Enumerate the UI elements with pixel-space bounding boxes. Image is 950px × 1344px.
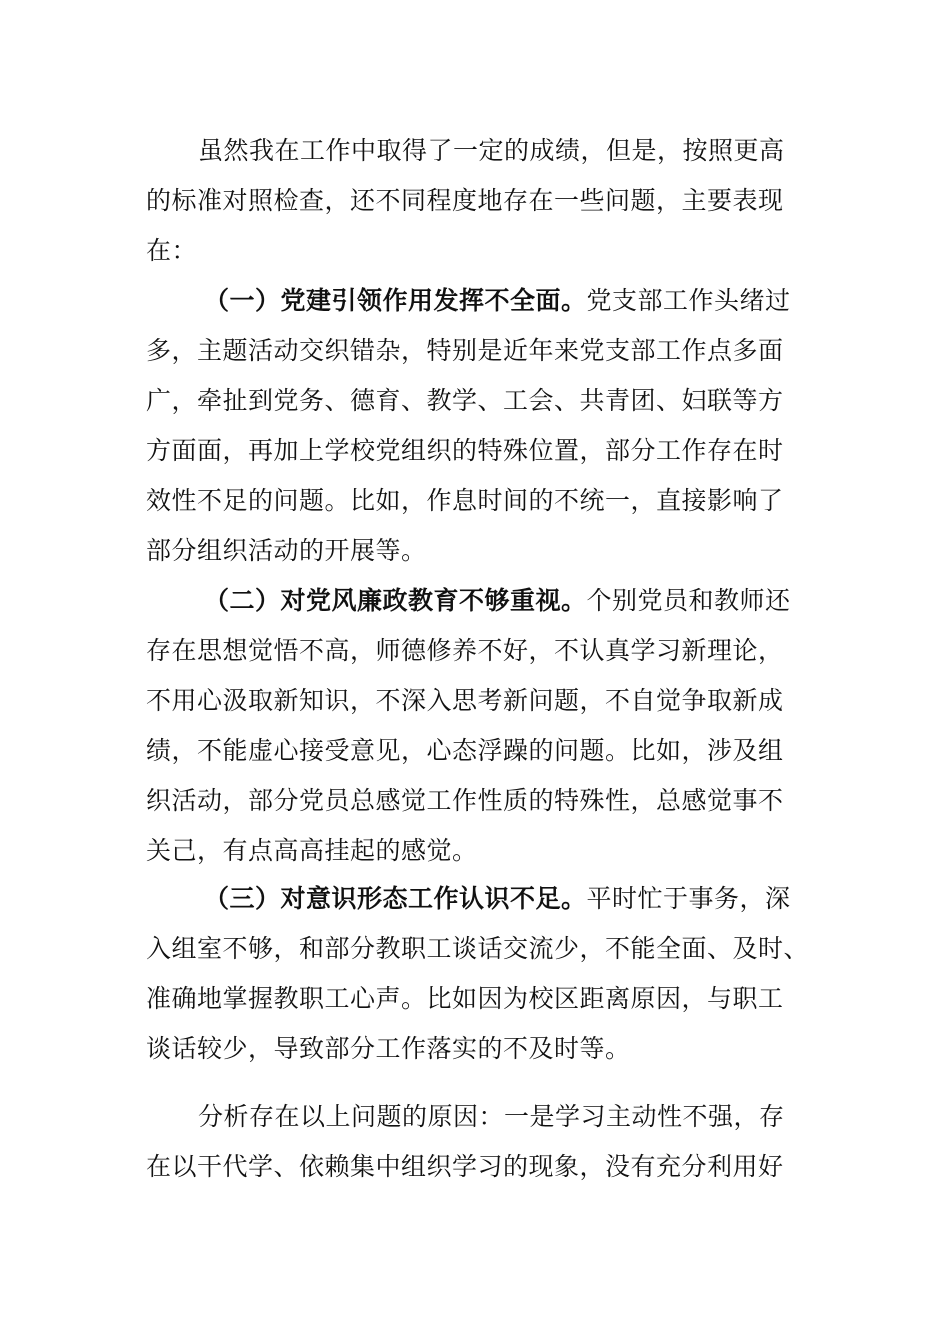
issue-1-line-2: 多，主题活动交织错杂，特别是近年来党支部工作点多面 (146, 336, 784, 365)
issue-1-heading: （一）党建引领作用发挥不全面。 (204, 286, 587, 315)
issue-1-first-line (146, 276, 806, 326)
intro-paragraph (146, 126, 806, 276)
intro-line-3: 在： (146, 236, 198, 265)
issue-paragraph-2 (146, 576, 806, 876)
analysis-line-1: 分析存在以上问题的原因：一是学习主动性不强，存 (198, 1102, 785, 1131)
issue-paragraph-3 (146, 874, 810, 1074)
issue-3-line-4: 谈话较少，导致部分工作落实的不及时等。 (146, 1034, 631, 1063)
issue-2-line-5: 织活动，部分党员总感觉工作性质的特殊性，总感觉事不 (146, 786, 784, 815)
issue-1-line-3: 广，牵扯到党务、德育、教学、工会、共青团、妇联等方 (146, 386, 784, 415)
issue-2-first-line (146, 576, 806, 626)
intro-line-2: 的标准对照检查，还不同程度地存在一些问题，主要表现 (146, 186, 784, 215)
issue-2-line-3: 不用心汲取新知识，不深入思考新问题，不自觉争取新成 (146, 686, 784, 715)
analysis-line-2: 在以干代学、依赖集中组织学习的现象，没有充分利用好 (146, 1152, 784, 1181)
issue-paragraph-1 (146, 276, 806, 576)
issue-2-heading: （二）对党风廉政教育不够重视。 (204, 586, 587, 615)
issue-1-line-4: 方面面，再加上学校党组织的特殊位置，部分工作存在时 (146, 436, 784, 465)
issue-2-first-line-rest: 个别党员和教师还 (586, 586, 791, 615)
issue-2-line-2: 存在思想觉悟不高，师德修养不好，不认真学习新理论， (146, 636, 784, 665)
issue-1-first-line-rest: 党支部工作头绪过 (586, 286, 791, 315)
issue-3-first-line (146, 874, 806, 924)
issue-1-line-6: 部分组织活动的开展等。 (146, 536, 427, 565)
issue-2-line-4: 绩，不能虚心接受意见，心态浮躁的问题。比如，涉及组 (146, 736, 784, 765)
issue-3-heading: （三）对意识形态工作认识不足。 (204, 884, 587, 913)
issue-1-line-5: 效性不足的问题。比如，作息时间的不统一，直接影响了 (146, 486, 784, 515)
analysis-paragraph (146, 1092, 806, 1192)
issue-2-line-6: 关己，有点高高挂起的感觉。 (146, 836, 478, 865)
issue-3-line-3: 准确地掌握教职工心声。比如因为校区距离原因，与职工 (146, 984, 784, 1013)
issue-3-line-2: 入组室不够，和部分教职工谈话交流少，不能全面、及时、 (146, 934, 810, 963)
issue-3-first-line-rest: 平时忙于事务，深 (586, 884, 791, 913)
intro-line-1: 虽然我在工作中取得了一定的成绩，但是，按照更高 (198, 136, 785, 165)
